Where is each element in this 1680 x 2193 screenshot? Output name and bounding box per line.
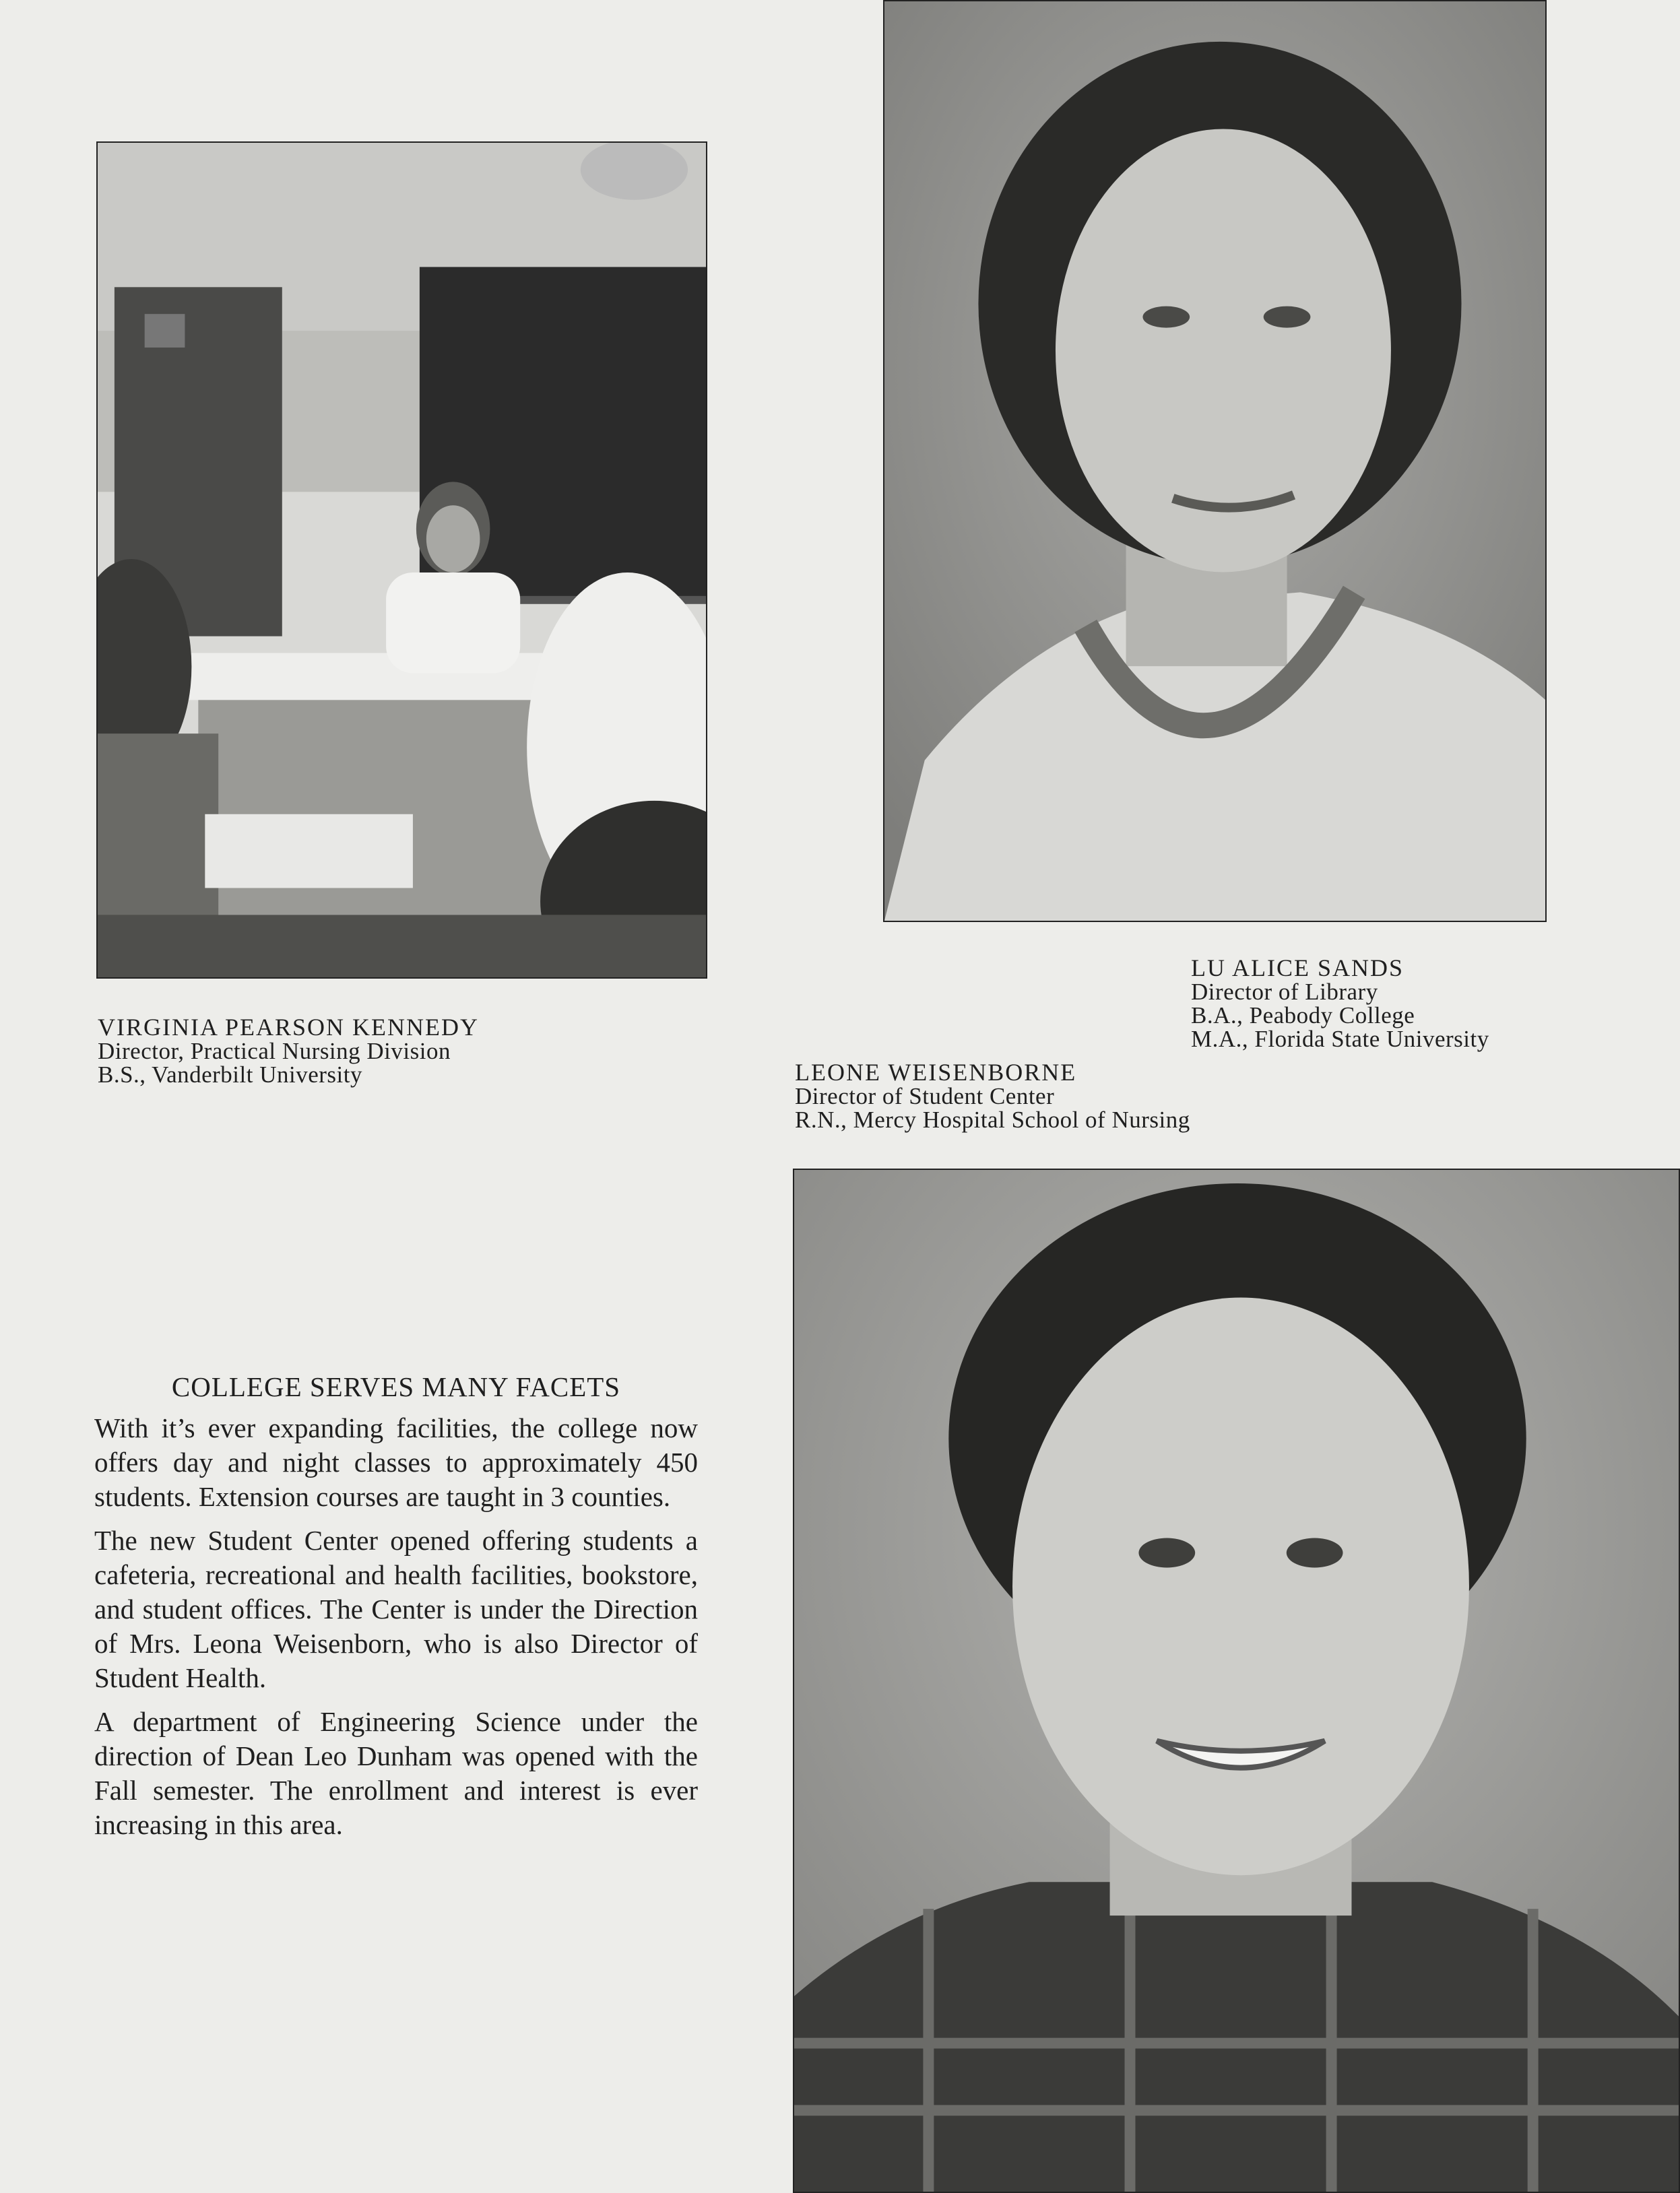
portrait-photo-image (884, 1, 1545, 921)
portrait-photo-image (794, 1170, 1679, 2192)
article-paragraph: With it’s ever expanding facilities, the college now offers day and night classes to approximately 450 students. Extension courses are taught in 3 counties. (94, 1412, 698, 1512)
caption-degree: R.N., Mercy Hospital School of Nursing (795, 1107, 1190, 1133)
caption-degree: B.A., Peabody College (1191, 1002, 1415, 1028)
caption-name: LU ALICE SANDS (1191, 954, 1404, 981)
photo-weisenborne-portrait (793, 1169, 1680, 2193)
article-paragraph: The new Student Center opened offering students a cafeteria, recreational and health facilities, bookstore, and student offices. The Center is under the Direction of Mrs. Leona Weisenborn, who is also Director of Student Health. (94, 1525, 698, 1693)
caption-name: VIRGINIA PEARSON KENNEDY (98, 1014, 479, 1041)
article-title: COLLEGE SERVES MANY FACETS (171, 1371, 621, 1402)
caption-name: LEONE WEISENBORNE (795, 1059, 1077, 1086)
article-paragraph: A department of Engineering Science under the direction of Dean Leo Dunham was opened with the Fall semester. The enrollment and interest is ever increasing in this area. (94, 1706, 698, 1840)
caption-degree: M.A., Florida State University (1191, 1026, 1489, 1052)
photo-sands-portrait (883, 0, 1547, 922)
caption-kennedy (98, 1016, 479, 1086)
caption-sands (1191, 956, 1489, 1051)
classroom-photo-image (98, 143, 706, 977)
caption-title: Director of Student Center (795, 1083, 1055, 1109)
caption-degree: B.S., Vanderbilt University (98, 1061, 362, 1088)
caption-title: Director, Practical Nursing Division (98, 1038, 451, 1064)
article (94, 1371, 698, 1852)
photo-kennedy-classroom (96, 141, 707, 979)
caption-weisenborne (795, 1061, 1190, 1132)
caption-title: Director of Library (1191, 979, 1378, 1005)
